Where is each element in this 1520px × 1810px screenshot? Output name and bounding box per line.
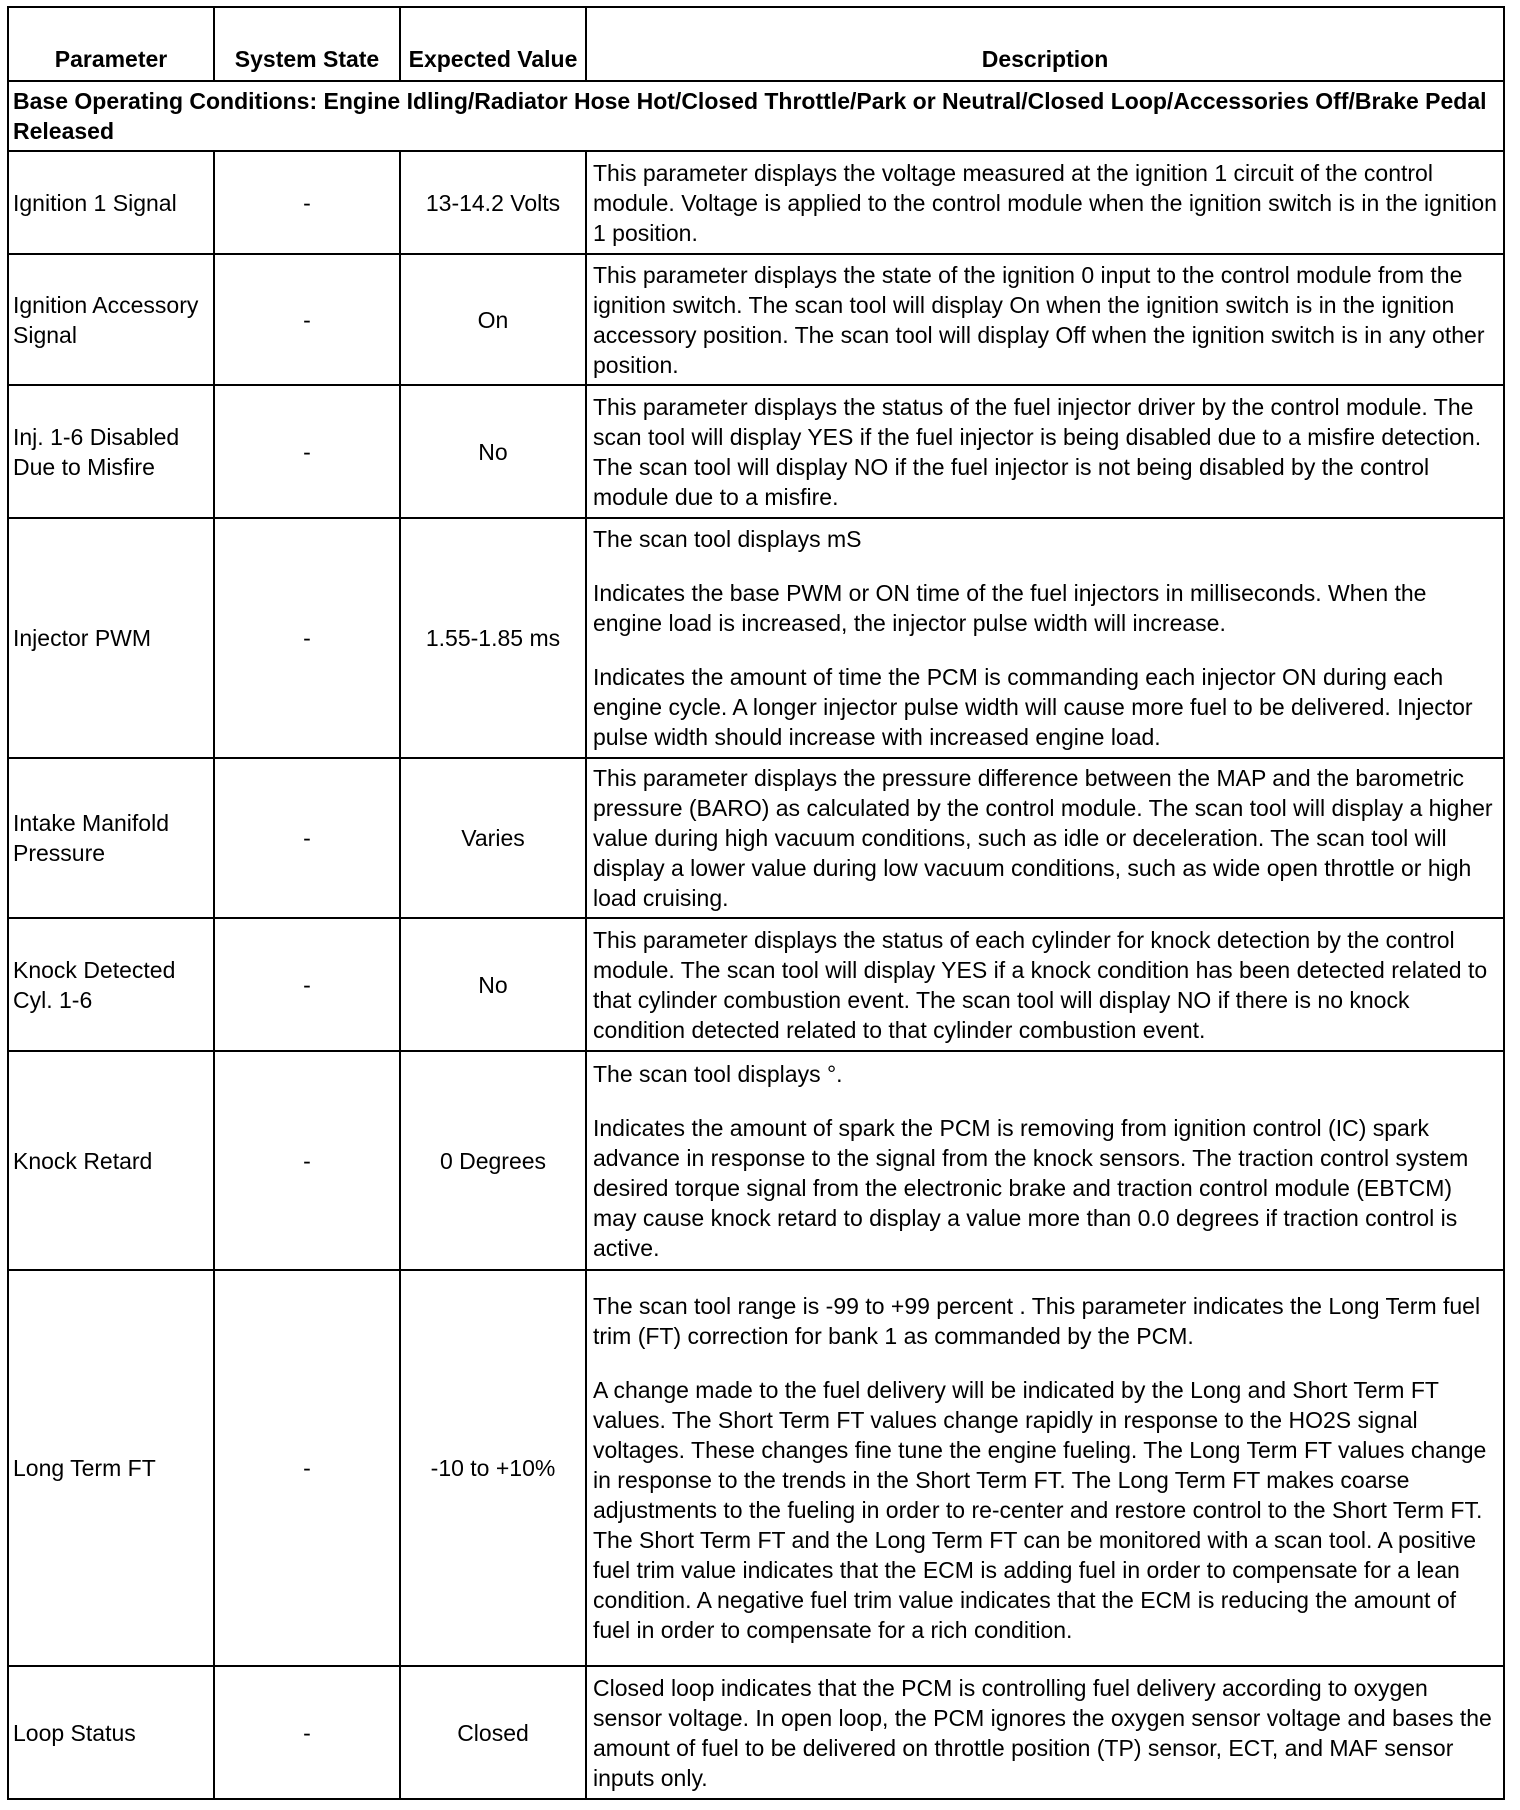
expected-value-cell: Varies: [400, 758, 586, 918]
system-state-cell: -: [214, 1270, 400, 1666]
system-state-cell: -: [214, 918, 400, 1051]
description-paragraph: This parameter displays the state of the ignition 0 input to the control module from the ignition switch. The scan tool will display On when the ignition switch is in the ignition accessory position. The scan tool will display Off when the ignition switch is in any other position.: [593, 261, 1485, 378]
description-cell: [586, 758, 1504, 918]
description-paragraph: The scan tool range is -99 to +99 percent . This parameter indicates the Long Term fuel trim (FT) correction for bank 1 as commanded by the PCM.: [593, 1293, 1481, 1349]
expected-value-cell: On: [400, 254, 586, 385]
description-paragraph: Indicates the base PWM or ON time of the fuel injectors in milliseconds. When the engine load is increased, the injector pulse width will increase.: [593, 580, 1427, 636]
table-row: [8, 254, 1504, 385]
expected-value-cell: 0 Degrees: [400, 1051, 586, 1270]
parameter-table-container: [7, 6, 1505, 1800]
expected-value-cell: -10 to +10%: [400, 1270, 586, 1666]
description-cell: [586, 151, 1504, 254]
conditions-row: [8, 81, 1504, 151]
description-paragraph: The scan tool displays °.: [593, 1060, 843, 1087]
description-cell: [586, 1051, 1504, 1270]
description-cell: [586, 1666, 1504, 1799]
description-cell: [586, 1270, 1504, 1666]
table-row: [8, 1270, 1504, 1666]
expected-value-cell: 13-14.2 Volts: [400, 151, 586, 254]
description-paragraph: This parameter displays the status of each cylinder for knock detection by the control module. The scan tool will display YES if a knock condition has been detected related to that cylinder combustion event. The scan tool will display NO if there is no knock condition detected related to that cylinder combustion event.: [593, 926, 1488, 1043]
table-row: [8, 758, 1504, 918]
parameter-cell: Ignition 1 Signal: [8, 151, 214, 254]
parameter-cell: Loop Status: [8, 1666, 214, 1799]
system-state-cell: -: [214, 385, 400, 518]
system-state-cell: -: [214, 1051, 400, 1270]
parameter-cell: Long Term FT: [8, 1270, 214, 1666]
description-cell: [586, 254, 1504, 385]
table-row: [8, 1666, 1504, 1799]
header-row: [8, 7, 1504, 81]
expected-value-cell: Closed: [400, 1666, 586, 1799]
header-parameter: Parameter: [8, 7, 214, 81]
system-state-cell: -: [214, 151, 400, 254]
description-paragraph: A change made to the fuel delivery will be indicated by the Long and Short Term FT values. The Short Term FT values change rapidly in response to the HO2S signal voltages. These changes fine tune the engine fueling. The Long Term FT values change in response to the trends in the Short Term FT. The Long Term FT makes coarse adjustments to the fueling in order to re-center and restore control to the Short Term FT. The Short Term FT and the Long Term FT can be monitored with a scan tool. A positive fuel trim value indicates that the ECM is adding fuel in order to compensate for a lean condition. A negative fuel trim value indicates that the ECM is reducing the amount of fuel in order to compensate for a rich condition.: [593, 1377, 1487, 1643]
description-paragraph: This parameter displays the status of the fuel injector driver by the control module. The scan tool will display YES if the fuel injector is being disabled due to a misfire detection. The scan tool will display NO if the fuel injector is not being disabled by the control module due to a misfire.: [593, 393, 1482, 510]
parameter-cell: Ignition Accessory Signal: [8, 254, 214, 385]
system-state-cell: -: [214, 518, 400, 758]
description-cell: [586, 518, 1504, 758]
expected-value-cell: 1.55-1.85 ms: [400, 518, 586, 758]
table-row: [8, 1051, 1504, 1270]
description-cell: [586, 918, 1504, 1051]
parameter-cell: Intake Manifold Pressure: [8, 758, 214, 918]
header-expected-value: Expected Value: [400, 7, 586, 81]
description-paragraph: The scan tool displays mS: [593, 526, 862, 552]
header-system-state: System State: [214, 7, 400, 81]
base-operating-conditions: Base Operating Conditions: Engine Idling/Radiator Hose Hot/Closed Throttle/Park or Neutral/Closed Loop/Accessories Off/Brake Pedal Released: [8, 81, 1504, 151]
description-paragraph: This parameter displays the voltage measured at the ignition 1 circuit of the control module. Voltage is applied to the control module when the ignition switch is in the ignition 1 position.: [593, 159, 1497, 246]
expected-value-cell: No: [400, 385, 586, 518]
description-paragraph: Indicates the amount of spark the PCM is removing from ignition control (IC) spark advance in response to the signal from the knock sensors. The traction control system desired torque signal from the electronic brake and traction control module (EBTCM) may cause knock retard to display a value more than 0.0 degrees if traction control is active.: [593, 1114, 1469, 1261]
parameter-cell: Inj. 1-6 Disabled Due to Misfire: [8, 385, 214, 518]
table-row: [8, 918, 1504, 1051]
system-state-cell: -: [214, 1666, 400, 1799]
system-state-cell: -: [214, 254, 400, 385]
description-paragraph: Closed loop indicates that the PCM is controlling fuel delivery according to oxygen sensor voltage. In open loop, the PCM ignores the oxygen sensor voltage and bases the amount of fuel to be delivered on throttle position (TP) sensor, ECT, and MAF sensor inputs only.: [593, 1674, 1492, 1791]
description-paragraph: This parameter displays the pressure difference between the MAP and the barometric pressure (BARO) as calculated by the control module. The scan tool will display a higher value during high vacuum conditions, such as idle or deceleration. The scan tool will display a lower value during low vacuum conditions, such as wide open throttle or high load cruising.: [593, 765, 1493, 911]
header-description: Description: [586, 7, 1504, 81]
description-paragraph: Indicates the amount of time the PCM is commanding each injector ON during each engine cycle. A longer injector pulse width will cause more fuel to be delivered. Injector pulse width should increase with increased engine load.: [593, 664, 1473, 750]
expected-value-cell: No: [400, 918, 586, 1051]
table-row: [8, 385, 1504, 518]
parameter-cell: Knock Detected Cyl. 1-6: [8, 918, 214, 1051]
system-state-cell: -: [214, 758, 400, 918]
parameter-cell: Knock Retard: [8, 1051, 214, 1270]
parameter-table: [7, 6, 1505, 1800]
description-cell: [586, 385, 1504, 518]
parameter-cell: Injector PWM: [8, 518, 214, 758]
table-row: [8, 151, 1504, 254]
table-row: [8, 518, 1504, 758]
